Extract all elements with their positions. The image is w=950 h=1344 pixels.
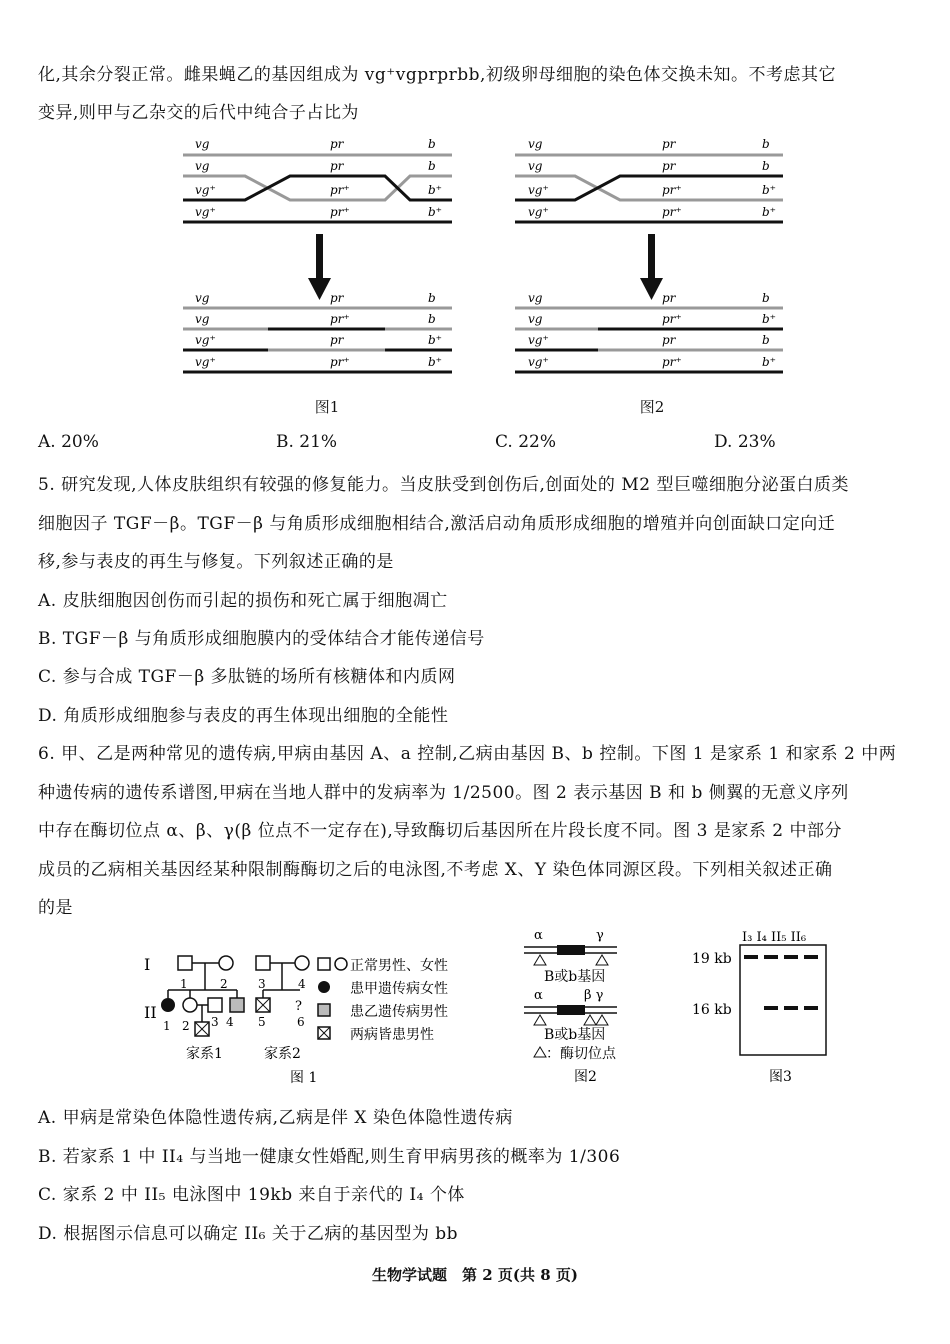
label-pr: pr — [662, 291, 676, 305]
band-16kb-label: 16 kb — [692, 1002, 732, 1018]
q4-option-b: B. 21% — [276, 432, 338, 452]
pedigree-num: 5 — [258, 1015, 266, 1029]
lane-header: I₃ I₄ II₅ II₆ — [742, 930, 807, 945]
label-pr-plus: pr⁺ — [330, 183, 350, 197]
gene-label: B或b基因 — [544, 1027, 606, 1043]
label-b-plus: b⁺ — [428, 183, 443, 197]
label-b: b — [428, 291, 436, 305]
q4-option-d: D. 23% — [714, 432, 776, 452]
q5-stem-line3: 移,参与表皮的再生与修复。下列叙述正确的是 — [38, 552, 394, 572]
label-vg: vg — [195, 291, 210, 305]
label-pr-plus: pr⁺ — [330, 312, 350, 326]
q4-option-a: A. 20% — [38, 432, 99, 452]
legend-normal: 正常男性、女性 — [350, 958, 448, 974]
label-b-plus: b⁺ — [762, 312, 777, 326]
label-vg: vg — [528, 159, 543, 173]
q6-option-c: C. 家系 2 中 II₅ 电泳图中 19kb 来自于亲代的 I₄ 个体 — [38, 1185, 465, 1205]
label-pr: pr — [662, 137, 676, 151]
label-b: b — [762, 291, 770, 305]
pedigree-caption: 图 1 — [290, 1070, 318, 1086]
label-b-plus: b⁺ — [762, 355, 777, 369]
label-vg-plus: vg⁺ — [528, 333, 549, 347]
label-pr: pr — [330, 291, 344, 305]
figure-2 — [515, 137, 783, 372]
label-vg-plus: vg⁺ — [195, 355, 216, 369]
cut-site-figure — [522, 925, 662, 1085]
label-vg-plus: vg⁺ — [195, 333, 216, 347]
label-pr-plus: pr⁺ — [662, 183, 682, 197]
label-pr: pr — [330, 333, 344, 347]
gel-caption: 图3 — [769, 1069, 792, 1085]
figure-1 — [183, 137, 452, 372]
pedigree-num: 4 — [298, 977, 306, 991]
band-19kb-label: 19 kb — [692, 951, 732, 967]
q6-stem-line3: 中存在酶切位点 α、β、γ(β 位点不一定存在),导致酶切后基因所在片段长度不同。图 3 是家系 2 中部分 — [38, 821, 843, 841]
label-b: b — [762, 137, 770, 151]
alpha-label: α — [534, 928, 543, 943]
gamma-label: γ — [596, 928, 604, 943]
label-b: b — [762, 159, 770, 173]
label-pr: pr — [662, 333, 676, 347]
label-vg: vg — [528, 312, 543, 326]
label-vg-plus: vg⁺ — [195, 183, 216, 197]
pedigree-question: ? — [295, 999, 302, 1014]
label-vg: vg — [528, 137, 543, 151]
label-pr-plus: pr⁺ — [330, 355, 350, 369]
label-vg-plus: vg⁺ — [528, 205, 549, 219]
label-vg: vg — [195, 137, 210, 151]
chromosome-figures — [0, 130, 950, 420]
label-b-plus: b⁺ — [428, 355, 443, 369]
label-b-plus: b⁺ — [762, 183, 777, 197]
label-vg-plus: vg⁺ — [195, 205, 216, 219]
label-pr: pr — [330, 137, 344, 151]
label-vg: vg — [195, 312, 210, 326]
q5-option-c: C. 参与合成 TGF－β 多肽链的场所有核糖体和内质网 — [38, 667, 456, 687]
pedigree-num: 1 — [180, 977, 188, 991]
label-pr-plus: pr⁺ — [662, 312, 682, 326]
beta-gamma-label: β γ — [584, 988, 604, 1003]
label-vg-plus: vg⁺ — [528, 355, 549, 369]
cut-site-legend: ：酶切位点 — [546, 1046, 616, 1062]
q5-option-d: D. 角质形成细胞参与表皮的再生体现出细胞的全能性 — [38, 706, 449, 726]
label-b: b — [428, 312, 436, 326]
q4-text-line2: 变异,则甲与乙杂交的后代中纯合子占比为 — [38, 103, 359, 123]
pedigree-num: 2 — [182, 1019, 190, 1033]
legend-disease-b-male: 患乙遗传病男性 — [350, 1004, 448, 1020]
pedigree-figure — [140, 930, 480, 1090]
q5-stem-line1: 5. 研究发现,人体皮肤组织有较强的修复能力。当皮肤受到创伤后,创面处的 M2 型巨噬细胞分泌蛋白质类 — [38, 475, 849, 495]
family-2-label: 家系2 — [264, 1046, 301, 1062]
q6-stem-line4: 成员的乙病相关基因经某种限制酶酶切之后的电泳图,不考虑 X、Y 染色体同源区段。下列相关叙述正确 — [38, 860, 833, 880]
q6-option-a: A. 甲病是常染色体隐性遗传病,乙病是伴 X 染色体隐性遗传病 — [38, 1108, 513, 1128]
q5-option-a: A. 皮肤细胞因创伤而引起的损伤和死亡属于细胞凋亡 — [38, 591, 448, 611]
generation-I-label: I — [144, 955, 151, 974]
pedigree-num: 1 — [163, 1019, 171, 1033]
label-pr: pr — [662, 159, 676, 173]
q6-option-d: D. 根据图示信息可以确定 II₆ 关于乙病的基因型为 bb — [38, 1224, 459, 1244]
figure-1-caption: 图1 — [314, 398, 340, 416]
page-footer: 生物学试题 第 2 页(共 8 页) — [372, 1266, 578, 1284]
pedigree-num: 3 — [258, 977, 266, 991]
figure-2-caption: 图2 — [639, 398, 665, 416]
q6-stem-line2: 种遗传病的遗传系谱图,甲病在当地人群中的发病率为 1/2500。图 2 表示基因 B 和 b 侧翼的无意义序列 — [38, 783, 849, 803]
label-pr: pr — [330, 159, 344, 173]
q6-stem-line5: 的是 — [38, 898, 73, 918]
q6-option-b: B. 若家系 1 中 II₄ 与当地一健康女性婚配,则生育甲病男孩的概率为 1/306 — [38, 1147, 621, 1167]
q6-stem-line1: 6. 甲、乙是两种常见的遗传病,甲病由基因 A、a 控制,乙病由基因 B、b 控制。下图 1 是家系 1 和家系 2 中两 — [38, 744, 897, 764]
label-b-plus: b⁺ — [428, 205, 443, 219]
pedigree-num: 2 — [220, 977, 228, 991]
alpha-label: α — [534, 988, 543, 1003]
label-pr-plus: pr⁺ — [330, 205, 350, 219]
legend-disease-a-female: 患甲遗传病女性 — [350, 981, 448, 997]
q5-stem-line2: 细胞因子 TGF－β。TGF－β 与角质形成细胞相结合,激活启动角质形成细胞的增殖并向创面缺口定向迁 — [38, 514, 836, 534]
gene-label: B或b基因 — [544, 969, 606, 985]
family-1-label: 家系1 — [186, 1046, 223, 1062]
pedigree-num: 3 — [211, 1015, 219, 1029]
label-b: b — [762, 333, 770, 347]
pedigree-num: 6 — [297, 1015, 305, 1029]
legend-both-male: 两病皆患男性 — [350, 1027, 434, 1043]
cut-site-caption: 图2 — [574, 1069, 597, 1085]
label-pr-plus: pr⁺ — [662, 205, 682, 219]
label-vg: vg — [528, 291, 543, 305]
gel-figure — [690, 925, 840, 1085]
pedigree-num: 4 — [226, 1015, 234, 1029]
label-b-plus: b⁺ — [428, 333, 443, 347]
label-vg: vg — [195, 159, 210, 173]
label-vg-plus: vg⁺ — [528, 183, 549, 197]
generation-II-label: II — [144, 1003, 157, 1022]
q4-option-c: C. 22% — [495, 432, 556, 452]
q5-option-b: B. TGF－β 与角质形成细胞膜内的受体结合才能传递信号 — [38, 629, 485, 649]
q4-text-line1: 化,其余分裂正常。雌果蝇乙的基因组成为 vg⁺vgprprbb,初级卵母细胞的染色体交换未知。不考虑其它 — [38, 65, 836, 85]
label-b-plus: b⁺ — [762, 205, 777, 219]
label-b: b — [428, 137, 436, 151]
label-pr-plus: pr⁺ — [662, 355, 682, 369]
label-b: b — [428, 159, 436, 173]
